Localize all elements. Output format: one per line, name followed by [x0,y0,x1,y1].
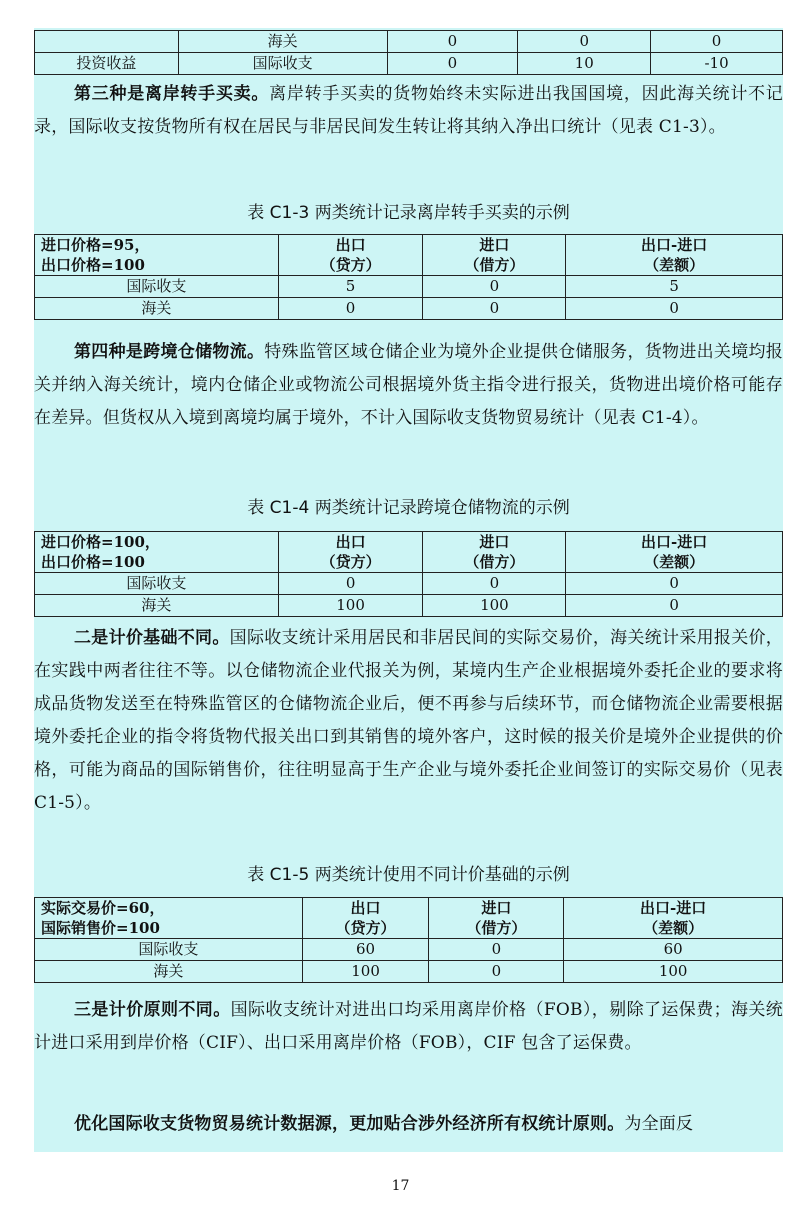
table-row [35,595,783,617]
header-cell: 出口-进口 （差额） [564,898,783,939]
table-cell: 100 [564,961,783,983]
table-cell: 0 [423,298,566,320]
paragraph-optimize [34,1108,783,1141]
table-cell: 5 [278,276,423,298]
table-c14 [34,531,783,617]
table-row [35,31,783,53]
table-cell: 海关 [178,31,387,53]
header-cell: 进口 （借方） [429,898,564,939]
header-cell: 进口 （借方） [423,235,566,276]
table-cell: 0 [566,573,783,595]
header-cell: 出口 （贷方） [278,532,423,573]
paragraph-lead: 二是计价基础不同。 [74,628,230,648]
table-caption-c15: 表 C1-5 两类统计使用不同计价基础的示例 [247,865,570,885]
table-row [35,573,783,595]
paragraph-lead: 三是计价原则不同。 [74,1000,231,1020]
header-cell: 出口 （贷方） [302,898,429,939]
table-cell: 0 [566,595,783,617]
table-cell: 5 [566,276,783,298]
paragraph-offshore [34,78,783,144]
table-cell: 国际收支 [35,276,279,298]
table-row [35,939,783,961]
page-number: 17 [391,1178,410,1194]
paragraph-lead: 优化国际收支货物贸易统计数据源，更加贴合涉外经济所有权统计原则。 [74,1114,625,1134]
table-cell: 10 [518,53,651,75]
table-cell: 0 [429,961,564,983]
top-table [34,30,783,75]
table-cell: 0 [278,298,423,320]
table-cell: 100 [423,595,566,617]
paragraph-lead: 第三种是离岸转手买卖。 [74,84,270,104]
paragraph-pricing-principle [34,994,783,1060]
table-c13 [34,234,783,320]
paragraph-text: 特殊监管区域仓储企业为境外企业提供仓储服务，货物进出关境均报关并纳入海关统计，境内仓储企业或物流公司根据境外货主指令进行报关，货物进出境价格可能存在差异。但货权从入境到离境均属于境外，不计入国际收支货物贸易统计（见表 C1-4）。 [34,342,784,428]
table-cell: 100 [302,961,429,983]
table-row [35,298,783,320]
header-cell: 出口 （贷方） [278,235,423,276]
table-caption-c13: 表 C1-3 两类统计记录离岸转手买卖的示例 [247,203,570,223]
table-caption-c14: 表 C1-4 两类统计记录跨境仓储物流的示例 [247,498,570,518]
table-cell: 国际收支 [35,573,279,595]
header-cell: 进口价格=95， 出口价格=100 [35,235,279,276]
table-cell: 0 [278,573,423,595]
paragraph-pricing-basis [34,622,783,820]
table-row [35,276,783,298]
table-header-row [35,532,783,573]
table-cell: 海关 [35,298,279,320]
table-cell: 国际收支 [35,939,303,961]
paragraph-lead: 第四种是跨境仓储物流。 [74,342,265,362]
header-cell: 出口-进口 （差额） [566,532,783,573]
table-cell: 0 [651,31,783,53]
table-c15 [34,897,783,983]
header-cell: 进口 （借方） [423,532,566,573]
paragraph-text: 离岸转手买卖的货物始终未实际进出我国国境，因此海关统计不记录，国际收支按货物所有权在居民与非居民间发生转让将其纳入净出口统计（见表 C1-3）。 [34,84,783,137]
table-row [35,53,783,75]
header-cell: 进口价格=100， 出口价格=100 [35,532,279,573]
header-cell: 实际交易价=60， 国际销售价=100 [35,898,303,939]
table-cell: 投资收益 [35,53,179,75]
paragraph-text: 为全面反 [624,1114,694,1134]
table-cell: 0 [429,939,564,961]
header-cell: 出口-进口 （差额） [566,235,783,276]
paragraph-text: 国际收支统计对进出口均采用离岸价格（FOB），剔除了运保费；海关统计进口采用到岸价格（CIF）、出口采用离岸价格（FOB），CIF 包含了运保费。 [34,1000,783,1053]
table-cell: -10 [651,53,783,75]
table-cell: 国际收支 [178,53,387,75]
table-cell [35,31,179,53]
table-cell: 60 [302,939,429,961]
table-cell: 0 [423,276,566,298]
table-cell: 0 [566,298,783,320]
table-cell: 0 [387,31,518,53]
paragraph-warehousing [34,336,783,435]
table-cell: 海关 [35,961,303,983]
table-cell: 100 [278,595,423,617]
table-header-row [35,235,783,276]
table-cell: 60 [564,939,783,961]
table-row [35,961,783,983]
table-cell: 0 [387,53,518,75]
table-cell: 0 [423,573,566,595]
table-cell: 0 [518,31,651,53]
table-cell: 海关 [35,595,279,617]
paragraph-text: 国际收支统计采用居民和非居民间的实际交易价，海关统计采用报关价，在实践中两者往往不等。以仓储物流企业代报关为例，某境内生产企业根据境外委托企业的要求将成品货物发送至在特殊监管区的仓储物流企业后，便不再参与后续环节，而仓储物流企业需要根据境外委托企业的指令将货物代报关出口到其销售的境外客户，这时候的报关价是境外企业提供的价格，可能为商品的国际销售价，往往明显高于生产企业与境外委托企业间签订的实际交易价（见表 C1-5）。 [34,628,783,813]
table-header-row [35,898,783,939]
